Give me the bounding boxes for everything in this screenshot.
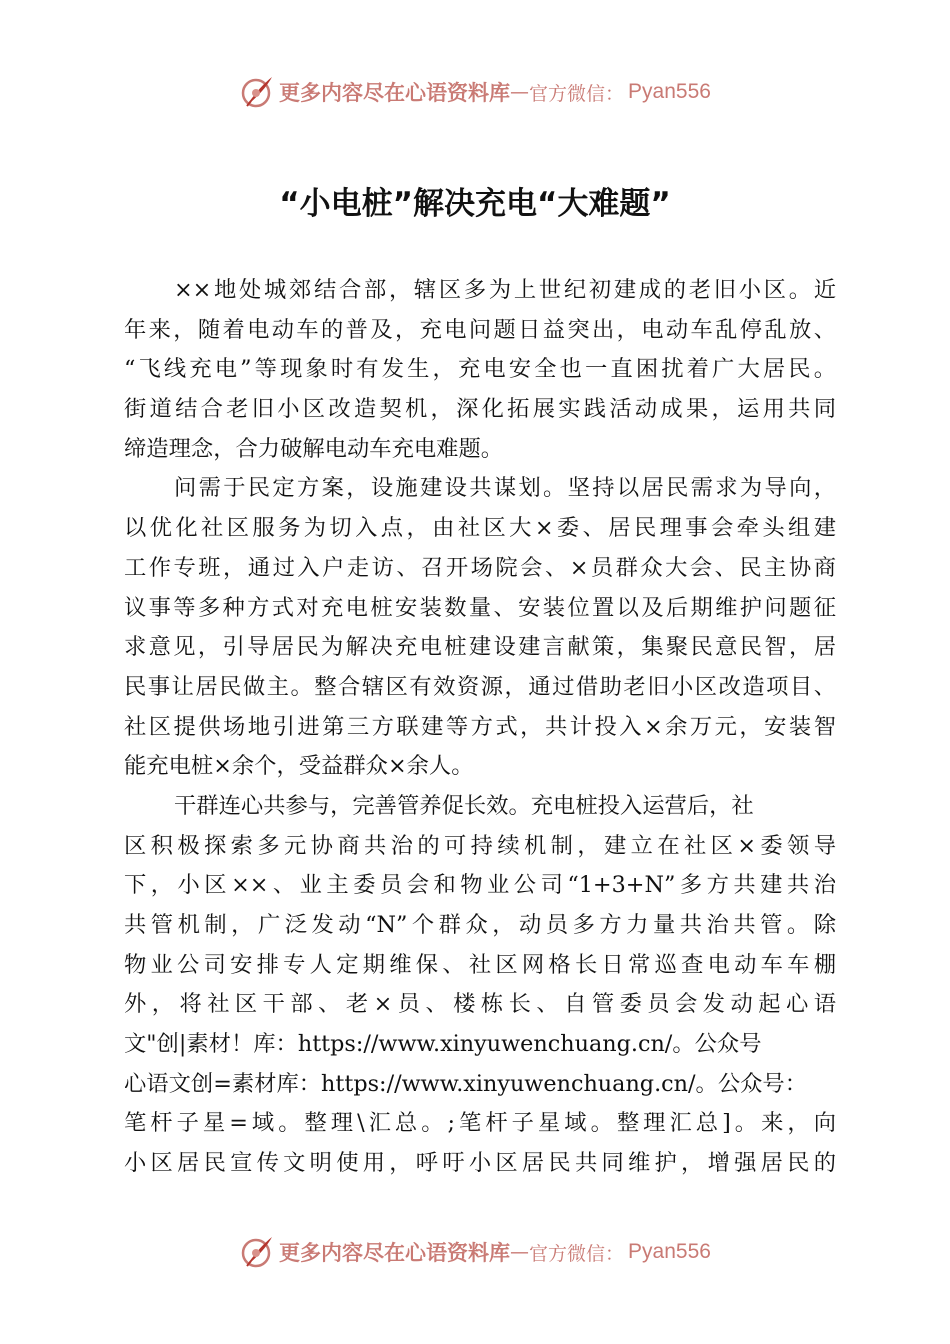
banner-wechat-label: 官方微信： <box>529 82 625 105</box>
text-line: “飞线充电”等现象时有发生，充电安全也一直困扰着广大居民。 <box>124 356 836 383</box>
document-body <box>124 271 836 1184</box>
banner-separator: — <box>510 1241 530 1263</box>
text-line: 外，将社区干部、老×员、楼栋长、自管委员会发动起心语 <box>124 991 836 1018</box>
text-line: 议事等多种方式对充电桩安装数量、安装位置以及后期维护问题征 <box>124 594 836 621</box>
text-line: 能充电桩×余个，受益群众×余人。 <box>124 753 474 780</box>
banner-separator: — <box>510 81 530 103</box>
paragraph-1 <box>124 271 836 469</box>
text-line: 求意见，引导居民为解决充电桩建设建言献策，集聚民意民智，居 <box>124 634 836 661</box>
header-banner <box>0 72 950 112</box>
text-line: ××地处城郊结合部，辖区多为上世纪初建成的老旧小区。近 <box>174 277 836 303</box>
text-line: 文"创|素材！库：https://www.xinyuwenchuang.cn/。公众号 <box>124 1031 762 1058</box>
paragraph-3 <box>124 787 836 1184</box>
banner-main-text: 更多内容尽在心语资料库 <box>279 80 511 105</box>
document-title: “小电桩”解决充电“大难题” <box>279 186 671 222</box>
text-line: 物业公司安排专人定期维保、社区网格长日常巡查电动车车棚 <box>124 951 836 978</box>
text-line: 民事让居民做主。整合辖区有效资源，通过借助老旧小区改造项目、 <box>124 673 836 700</box>
quill-pen-icon <box>239 1234 275 1270</box>
text-line: 街道结合老旧小区改造契机，深化拓展实践活动成果，运用共同 <box>124 396 836 423</box>
paragraph-2 <box>124 469 836 787</box>
banner-wechat-id: Pyan556 <box>628 80 711 103</box>
banner-wechat-id: Pyan556 <box>628 1240 711 1263</box>
footer-banner <box>0 1232 950 1272</box>
text-line: 问需于民定方案，设施建设共谋划。坚持以居民需求为导向， <box>174 475 836 502</box>
text-line: 干群连心共参与，完善管养促长效。充电桩投入运营后，社 <box>174 792 754 819</box>
text-line: 区积极探索多元协商共治的可持续机制，建立在社区×委领导 <box>124 832 836 859</box>
text-line: 共管机制，广泛发动“N”个群众，动员多方力量共治共管。除 <box>124 912 836 938</box>
text-line: 小区居民宣传文明使用，呼吁小区居民共同维护，增强居民的 <box>124 1150 836 1177</box>
banner-wechat-label: 官方微信： <box>529 1242 625 1265</box>
text-line: 笔杆子星=域。整理\汇总。;笔杆子星域。整理汇总]。来，向 <box>124 1110 836 1137</box>
text-line: 年来，随着电动车的普及，充电问题日益突出，电动车乱停乱放、 <box>124 316 836 343</box>
text-line: 以优化社区服务为切入点，由社区大×委、居民理事会牵头组建 <box>124 515 836 542</box>
banner-main-text: 更多内容尽在心语资料库 <box>279 1240 511 1265</box>
text-line: 缔造理念，合力破解电动车充电难题。 <box>124 435 504 462</box>
quill-pen-icon <box>239 74 275 110</box>
text-line: 下，小区××、业主委员会和物业公司“1+3+N”多方共建共治 <box>124 872 836 899</box>
text-line: 工作专班，通过入户走访、召开场院会、×员群众大会、民主协商 <box>124 554 836 581</box>
text-line: 社区提供场地引进第三方联建等方式，共计投入×余万元，安装智 <box>124 713 836 740</box>
text-line: 心语文创=素材库：https://www.xinyuwenchuang.cn/。公众号： <box>124 1070 808 1097</box>
